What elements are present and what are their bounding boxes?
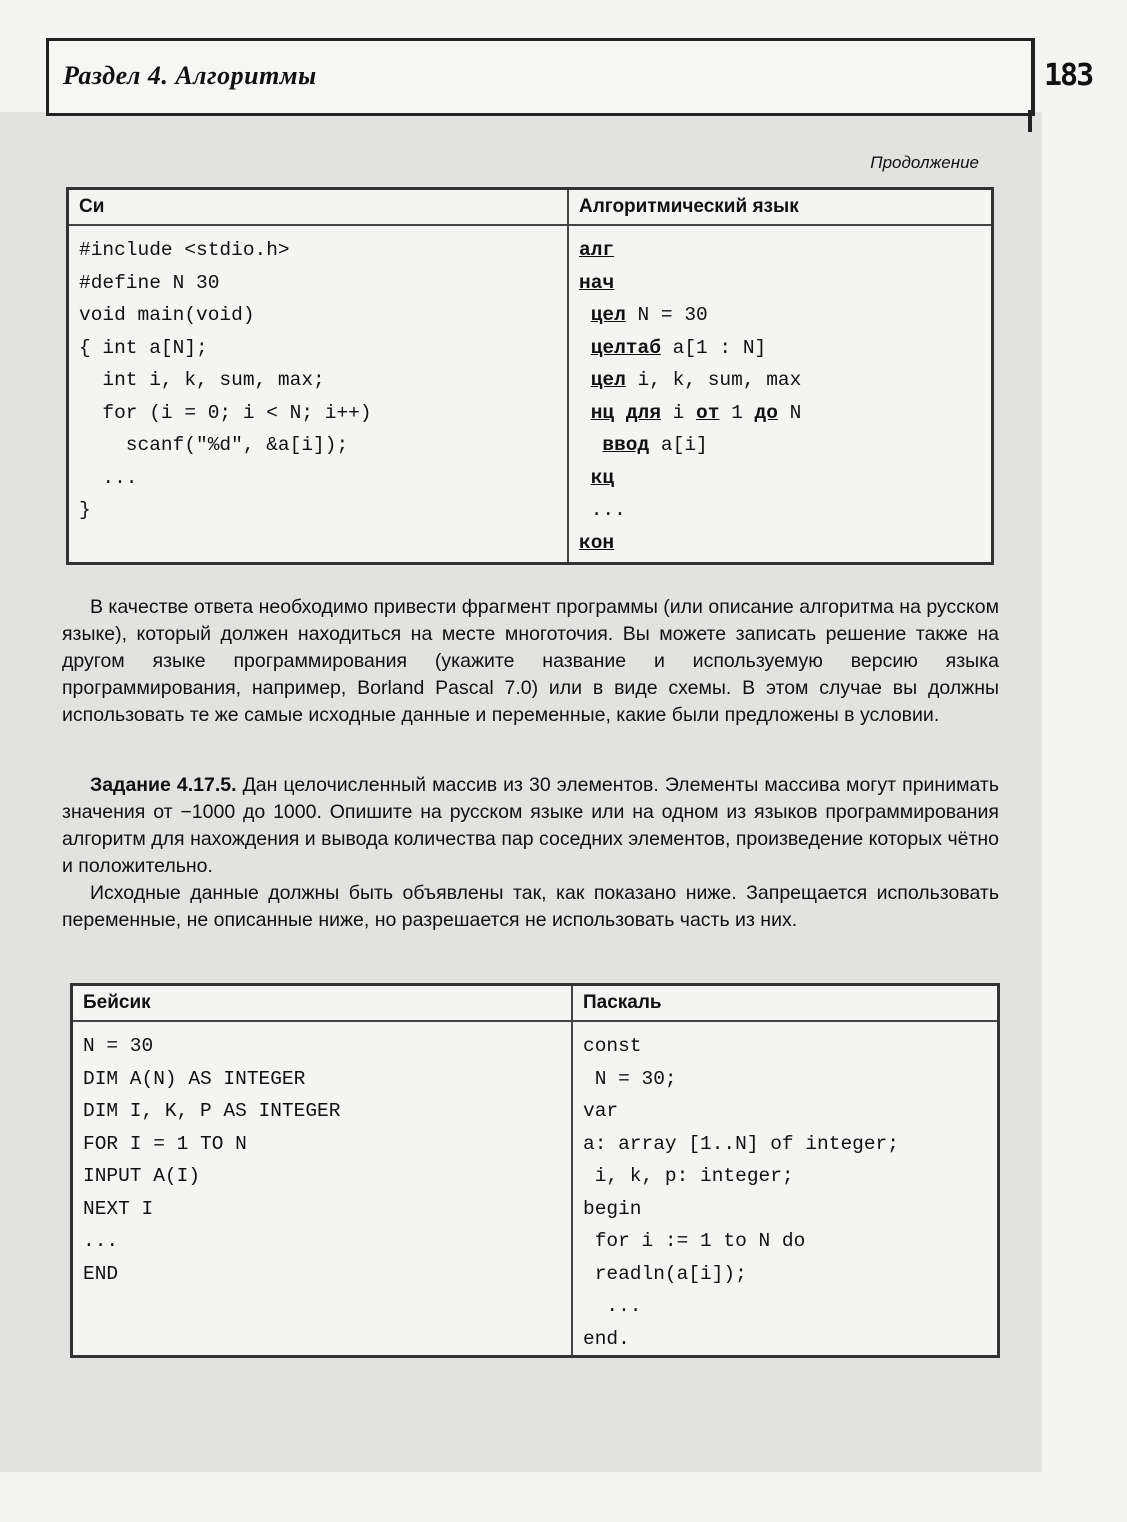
code-line: { int a[N]; [79, 336, 208, 359]
code-text: i, k, sum, max [625, 369, 802, 391]
code-line: INPUT A(I) [83, 1165, 201, 1187]
keyword: цел [590, 304, 626, 326]
column-header-basic: Бейсик [72, 985, 573, 1022]
keyword: ввод [602, 434, 650, 456]
code-line: void main(void) [79, 304, 255, 326]
code-text: N [777, 401, 802, 424]
data-declaration-note-text: Исходные данные должны быть объявлены так, как показано ниже. Запрещается использовать переменные, не описанные ниже, но разрешается не использовать часть из них. [62, 882, 999, 931]
code-line [579, 299, 981, 332]
code-line: DIM A(N) AS INTEGER [83, 1067, 306, 1090]
code-line: a: array [1..N] of integer; [583, 1132, 899, 1155]
c-code [69, 226, 567, 527]
code-line: ... [583, 1295, 642, 1317]
keyword: алг [579, 239, 615, 261]
code-line: END [83, 1262, 119, 1285]
code-line: #define N 30 [79, 271, 220, 294]
code-table-basic-pascal [70, 983, 1000, 1358]
keyword: от [696, 401, 720, 424]
pascal-code-cell [572, 1021, 999, 1357]
code-line [579, 267, 981, 300]
keyword: кон [579, 531, 615, 554]
column-header-alg: Алгоритмический язык [568, 189, 993, 226]
code-line [579, 527, 981, 560]
section-title: Раздел 4. Алгоритмы [63, 61, 317, 90]
code-line [579, 462, 981, 495]
code-text: a[1 : N] [660, 336, 767, 359]
alg-code [569, 226, 991, 559]
alg-code-cell [568, 225, 993, 564]
c-code-cell [68, 225, 569, 564]
code-line: for (i = 0; i < N; i++) [79, 401, 372, 424]
code-line: int i, k, sum, max; [79, 369, 325, 391]
code-line [579, 429, 981, 462]
task-statement [62, 772, 999, 880]
code-line: NEXT I [83, 1197, 154, 1220]
code-line: ... [79, 466, 138, 489]
code-text: 1 [719, 401, 755, 424]
code-line: N = 30; [583, 1067, 677, 1090]
code-line: } [79, 499, 91, 521]
code-line: FOR I = 1 TO N [83, 1132, 247, 1155]
code-line: begin [583, 1197, 642, 1220]
code-line: for i := 1 to N do [583, 1230, 806, 1252]
task-text: Дан целочисленный массив из 30 элементов. Элементы массива могут принимать значения от −1000 до 1000. Опишите на русском языке или на одном из языков программирования алгоритм для нахождения и вывода количества пар соседних элементов, произведение которых чётно и положительно. [62, 774, 1000, 877]
keyword: нц [590, 401, 615, 424]
data-declaration-note [62, 880, 999, 934]
task-label: Задание 4.17.5. [90, 774, 237, 796]
answer-instructions-text: В качестве ответа необходимо привести фрагмент программы (или описание алгоритма на русском языке), который должен находиться на месте многоточия. Вы можете записать решение также на другом языке программирования (укажите название и используемую версию языка программирования, например, Borland Pascal 7.0) или в виде схемы. В этом случае вы должны использовать те же самые исходные данные и переменные, какие были предложены в условии. [62, 596, 999, 726]
code-line: end. [583, 1327, 630, 1350]
code-line: #include <stdio.h> [79, 239, 290, 261]
basic-code-cell [72, 1021, 573, 1357]
continuation-label: Продолжение [870, 153, 979, 172]
code-text: a[i] [649, 434, 708, 456]
pascal-code [573, 1022, 997, 1355]
code-line: N = 30 [83, 1035, 154, 1057]
keyword: цел [590, 369, 626, 391]
keyword: кц [590, 466, 615, 489]
code-line: var [583, 1100, 619, 1122]
page-number: 183 [1044, 58, 1093, 93]
keyword: для [625, 401, 661, 424]
code-line [579, 332, 981, 365]
basic-code [73, 1022, 571, 1290]
code-line: readln(a[i]); [583, 1262, 747, 1285]
keyword: нач [579, 271, 615, 294]
column-header-pascal: Паскаль [572, 985, 999, 1022]
code-text: N = 30 [625, 304, 708, 326]
code-line [579, 494, 981, 527]
code-line: ... [83, 1230, 119, 1252]
code-line [579, 397, 981, 430]
code-text: i [660, 401, 697, 424]
column-header-c: Си [68, 189, 569, 226]
header-rule [1028, 110, 1032, 132]
code-line [579, 234, 981, 267]
code-line [579, 364, 981, 397]
code-table-c-alg [66, 187, 994, 565]
keyword: до [754, 401, 778, 424]
keyword: целтаб [590, 336, 661, 359]
code-line: scanf("%d", &a[i]); [79, 434, 349, 456]
code-text: ... [590, 499, 626, 521]
answer-instructions [62, 594, 999, 729]
code-line: i, k, p: integer; [583, 1165, 794, 1187]
code-line: DIM I, K, P AS INTEGER [83, 1100, 341, 1122]
code-line: const [583, 1035, 642, 1057]
section-header [46, 38, 1035, 116]
